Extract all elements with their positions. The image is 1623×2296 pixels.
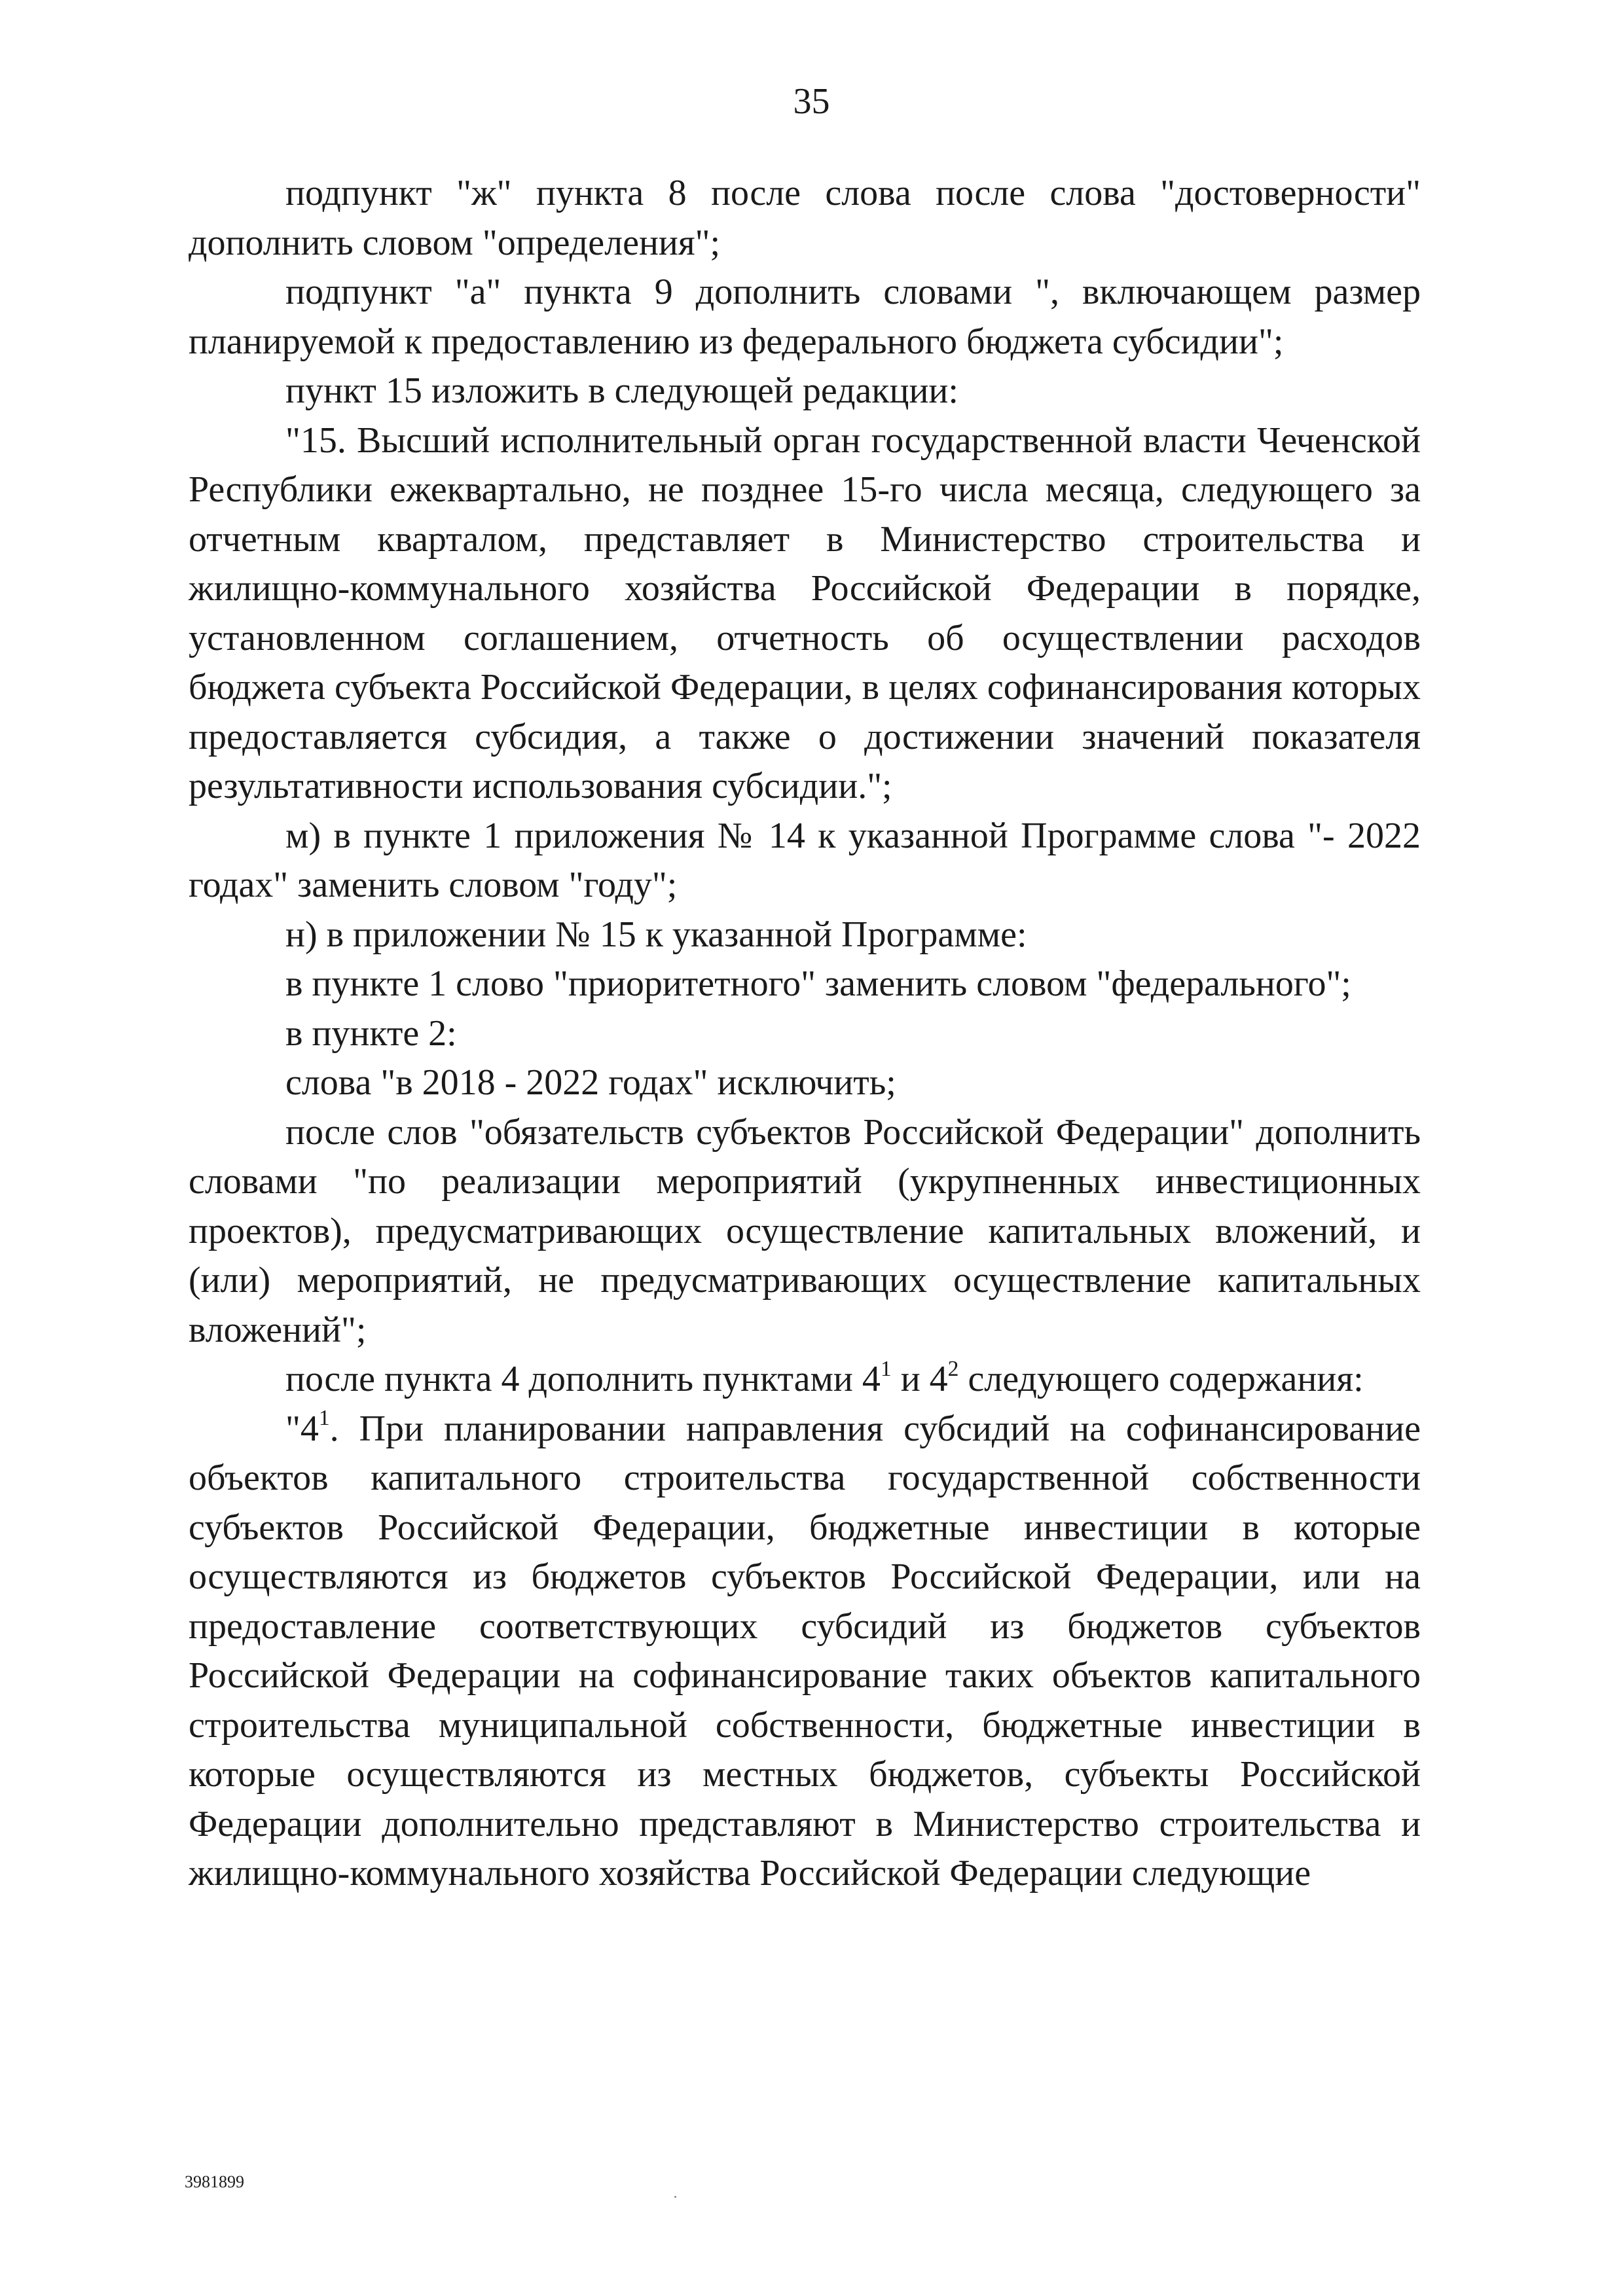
paragraph-subitem-m: м) в пункте 1 приложения № 14 к указанной Программе слова "- 2022 годах" заменить словом "году"; (189, 815, 1421, 905)
paragraph-item-15-intro: пункт 15 изложить в следующей редакции: (285, 370, 958, 411)
paragraph-subitem-zh: подпункт "ж" пункта 8 после слова после слова "достоверности" дополнить словом "определения"; (189, 173, 1421, 263)
paragraph-item-41-text (189, 1405, 1421, 1899)
page-number: 35 (793, 81, 830, 122)
superscript: 1 (318, 1406, 330, 1431)
paragraph-item-2-add: после слов "обязательств субъектов Российской Федерации" дополнить словами "по реализации мероприятий (укрупненных инвестиционных проектов), предусматривающих осуществление капитальных вложений, и (или) мероприятий, не предусматривающих осуществление капитальных вложений"; (189, 1111, 1421, 1350)
superscript: 1 (880, 1356, 892, 1381)
paragraph-subitem-a: подпункт "а" пункта 9 дополнить словами ", включающем размер планируемой к предоставлению из федерального бюджета субсидии"; (189, 272, 1421, 362)
document-body (189, 169, 1421, 1899)
paragraph-item-2-remove: слова "в 2018 - 2022 годах" исключить; (285, 1062, 896, 1103)
paragraph-item-15-text: "15. Высший исполнительный орган государственной власти Чеченской Республики ежеквартально, не позднее 15-го числа месяца, следующего за отчетным кварталом, представляет в Министерство строительства и жилищно-коммунального хозяйства Российской Федерации в порядке, установленном соглашением, отчетность об осуществлении расходов бюджета субъекта Российской Федерации, в целях софинансирования которых предоставляется субсидия, а также о достижении значений показателя результативности использования субсидии."; (189, 420, 1421, 806)
text-segment: "4 (285, 1408, 319, 1449)
superscript: 2 (947, 1356, 959, 1381)
text-segment: после пункта 4 дополнить пунктами 4 (285, 1359, 881, 1399)
document-id: 3981899 (185, 2172, 244, 2191)
paragraph-add-items-41-42 (189, 1355, 1421, 1405)
scan-dot (674, 2196, 676, 2198)
paragraph-item-1-change: в пункте 1 слово "приоритетного" заменить словом "федерального"; (285, 963, 1351, 1004)
paragraph-subitem-n: н) в приложении № 15 к указанной Программе: (285, 914, 1027, 955)
text-segment: следующего содержания: (958, 1359, 1364, 1399)
text-segment: и 4 (891, 1359, 948, 1399)
text-segment: . При планировании направления субсидий на софинансирование объектов капитального строительства государственной собственности субъектов Российской Федерации, бюджетные инвестиции в которые осуществляются из бюджетов субъектов Российской Федерации, или на предоставление соответствующих субсидий из бюджетов субъектов Российской Федерации на софинансирование таких объектов капитального строительства муниципальной собственности, бюджетные инвестиции в которые осуществляются из местных бюджетов, субъекты Российской Федерации дополнительно представляют в Министерство строительства и жилищно-коммунального хозяйства Российской Федерации следующие (189, 1408, 1421, 1893)
paragraph-item-2-intro: в пункте 2: (285, 1013, 457, 1054)
